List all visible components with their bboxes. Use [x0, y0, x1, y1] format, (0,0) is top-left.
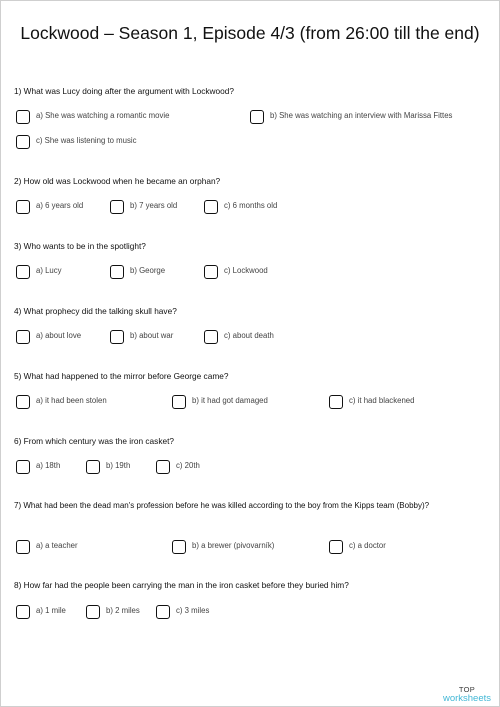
- checkbox[interactable]: [16, 460, 30, 474]
- checkbox[interactable]: [110, 330, 124, 344]
- checkbox[interactable]: [329, 540, 343, 554]
- option-label: c) She was listening to music: [36, 136, 137, 145]
- checkbox[interactable]: [156, 460, 170, 474]
- checkbox[interactable]: [156, 605, 170, 619]
- checkbox[interactable]: [16, 200, 30, 214]
- checkbox[interactable]: [110, 265, 124, 279]
- checkbox[interactable]: [204, 200, 218, 214]
- logo-bottom-text: worksheets: [442, 693, 492, 704]
- option-label: a) Lucy: [36, 266, 62, 275]
- option-label: c) a doctor: [349, 541, 386, 550]
- checkbox[interactable]: [204, 330, 218, 344]
- checkbox[interactable]: [16, 395, 30, 409]
- checkbox[interactable]: [110, 200, 124, 214]
- option-label: a) She was watching a romantic movie: [36, 111, 170, 120]
- option-label: b) George: [130, 266, 166, 275]
- option-label: b) 2 miles: [106, 606, 140, 615]
- option-label: a) 18th: [36, 461, 61, 470]
- question-2: 2) How old was Lockwood when he became an orphan?: [14, 176, 221, 186]
- logo-top-text: TOP: [458, 685, 476, 694]
- checkbox[interactable]: [329, 395, 343, 409]
- option-label: b) 19th: [106, 461, 131, 470]
- checkbox[interactable]: [204, 265, 218, 279]
- checkbox[interactable]: [172, 540, 186, 554]
- option-label: b) about war: [130, 331, 174, 340]
- topworksheets-logo: [437, 685, 497, 703]
- question-5: 5) What had happened to the mirror before George came?: [14, 371, 229, 381]
- checkbox[interactable]: [250, 110, 264, 124]
- checkbox[interactable]: [16, 540, 30, 554]
- option-label: c) it had blackened: [349, 396, 415, 405]
- option-label: c) 20th: [176, 461, 200, 470]
- option-label: a) a teacher: [36, 541, 78, 550]
- checkbox[interactable]: [172, 395, 186, 409]
- option-label: a) 6 years old: [36, 201, 84, 210]
- question-4: 4) What prophecy did the talking skull have?: [14, 306, 177, 316]
- checkbox[interactable]: [16, 605, 30, 619]
- option-label: a) it had been stolen: [36, 396, 107, 405]
- option-label: b) a brewer (pivovarník): [192, 541, 275, 550]
- option-label: c) 6 months old: [224, 201, 278, 210]
- option-label: c) Lockwood: [224, 266, 268, 275]
- worksheet-title: Lockwood – Season 1, Episode 4/3 (from 26:00 till the end): [20, 23, 480, 43]
- question-3: 3) Who wants to be in the spotlight?: [14, 241, 146, 251]
- checkbox[interactable]: [16, 110, 30, 124]
- checkbox[interactable]: [16, 265, 30, 279]
- option-label: b) it had got damaged: [192, 396, 268, 405]
- question-6: 6) From which century was the iron casket?: [14, 436, 175, 446]
- question-8: 8) How far had the people been carrying the man in the iron casket before they buried him?: [14, 580, 349, 590]
- option-label: c) 3 miles: [176, 606, 210, 615]
- checkbox[interactable]: [16, 330, 30, 344]
- question-7: 7) What had been the dead man's profession before he was killed according to the boy from the Kipps team (Bobby)?: [14, 501, 430, 510]
- checkbox[interactable]: [86, 460, 100, 474]
- option-label: c) about death: [224, 331, 274, 340]
- checkbox[interactable]: [16, 135, 30, 149]
- checkbox[interactable]: [86, 605, 100, 619]
- option-label: a) about love: [36, 331, 82, 340]
- option-label: b) She was watching an interview with Marissa Fittes: [270, 111, 453, 120]
- option-label: b) 7 years old: [130, 201, 178, 210]
- option-label: a) 1 mile: [36, 606, 66, 615]
- question-1: 1) What was Lucy doing after the argument with Lockwood?: [14, 86, 234, 96]
